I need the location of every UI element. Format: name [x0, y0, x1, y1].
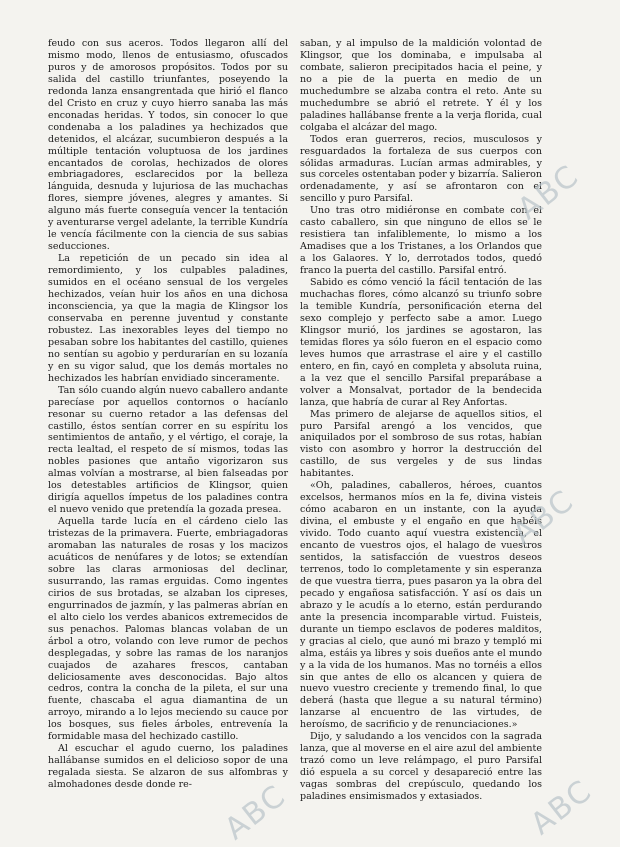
- left-text-column: [48, 38, 288, 791]
- paragraph: Todos eran guerreros, recios, musculosos y resguardados la fortaleza de sus cuerpos con sólidas armaduras. Lucían armas admirables, y sus corceles ostentaban poder y bizarría. Salieron ordenadamente, y así se afrontaron con el sencillo y puro Parsifal.: [300, 133, 542, 205]
- abc-watermark: ABC: [506, 482, 582, 553]
- abc-watermark: ABC: [524, 772, 600, 843]
- paragraph: Mas primero de alejarse de aquellos sitios, el puro Parsifal arengó a los vencidos, que aniquilados por el sombroso de sus rotas, habían visto con asombro y horror la destrucción del castillo, de sus vergeles y de sus lindas habitantes.: [300, 408, 542, 480]
- abc-watermark: ABC: [511, 157, 587, 228]
- abc-watermark: ABC: [218, 777, 294, 847]
- right-text-column: [300, 38, 542, 803]
- paragraph: Dijo, y saludando a los vencidos con la sagrada lanza, que al moverse en el aire azul del ambiente trazó como un leve relámpago, el puro Parsifal dió espuela a su corcel y desapareció entre las vagas sombras del crepúsculo, quedando los paladines ensimismados y extasiados.: [300, 731, 542, 803]
- paragraph: «Oh, paladines, caballeros, héroes, cuantos excelsos, hermanos míos en la fe, divina visteis cómo acabaron en un instante, con la ayuda divina, el embuste y el engaño en que habéis vivido. Todo cuanto aquí vuestra existencia, el encanto de vuestros ojos, el halago de vuestros sentidos, la satisfacción de vuestros deseos terrenos, todo lo completamente y sin esperanza de que vuestra tierra, pues pasaron ya la obra del pecado y engañosa satisfacción. Y así os dais un abrazo y le acudís a lo eterno, están perdurando ante la presencia incomparable virtud. Fuisteis, durante un tiempo esclavos de poderes malditos, y gracias al cielo, que aunó mi brazo y templó mi alma, estáis ya libres y sois dueños ante el mundo y a la vida de los humanos. Mas no tornéis a ellos sin que antes de ello os alcancen y quiera de nuevo vuestro creciente y tremendo final, lo que deberá (hasta que llegue a su natural término) lanzarse al encuentro de las virtudes, de heroísmo, de sacrificio y de renunciaciones.»: [300, 480, 542, 731]
- paragraph: Uno tras otro midiéronse en combate con el casto caballero, sin que ninguno de ellos se le resistiera tan infaliblemente, lo mismo a los Amadises que a los Tristanes, a los Orlandos que a los Galaores. Y lo, derrotados todos, quedó franco la puerta del castillo. Parsifal entró.: [300, 205, 542, 277]
- paragraph: Aquella tarde lucía en el cárdeno cielo las tristezas de la primavera. Fuerte, embriagadoras aromaban las naturales de rosas y los macizos acuáticos de nenúfares y de lotos; se extendían sobre las claras armoniosas del declinar, susurrando, las ramas erguidas. Como ingentes cirios de sus brotadas, se alzaban los cipreses, engurrinados de jazmín, y las palmeras abrían en el alto cielo los verdes abanicos extremecidos de sus penachos. Palomas blancas volaban de un árbol a otro, volando con leve rumor de pechos desplegadas, y sobre las ramas de los naranjos cuajados de azahares frescos, cantaban deliciosamente aves desconocidas. Bajo altos cedros, contra la concha de la pileta, el sur una fuente, chascaba el agua diamantina de un arroyo, mirando a lo lejos meciendo su cauce por los bosques, sus fieles árboles, entrevenía la formidable masa del hechizado castillo.: [48, 516, 288, 743]
- paragraph: feudo con sus aceros. Todos llegaron allí del mismo modo, llenos de entusiasmo, ofuscados puros y de amorosos propósitos. Todos por su salida del castillo triunfantes, poseyendo la redonda lanza ensangrentada que hirió el flanco del Cristo en cruz y cuyo hierro sanaba las más enconadas heridas. Y todos, sin conocer lo que condenaba a los paladines ya hechizados que detenidos, el alcázar, sucumbieron después a la múltiple tentación voluptuosa de los jardines encantados de corolas, hechizados de olores embriagadores, esclarecidos por la belleza lánguida, desnuda y lujuriosa de las muchachas flores, siempre jóvenes, alegres y amantes. Si alguno más fuerte conseguía vencer la tentación y aventurarse vergel adelante, la terrible Kundría le vencía fácilmente con la ciencia de sus sabias seducciones.: [48, 38, 288, 253]
- paragraph: saban, y al impulso de la maldición volontad de Klingsor, que los dominaba, e impulsaba al combate, salieron precipitados hacia el peine, y no a pie de la puerta en medio de un muchedumbre se alzaba contra el reto. Ante su muchedumbre se abrió el retrete. Y él y los paladines hallábanse frente a la verja florida, cual colgaba el alcázar del mago.: [300, 38, 542, 133]
- paragraph: La repetición de un pecado sin idea al remordimiento, y los culpables paladines, sumidos en el océano sensual de los vergeles hechizados, veían huir los años en una dichosa inconsciencia, ya que la magia de Klingsor los conservaba en perenne juventud y constante robustez. Las inexorables leyes del tiempo no pesaban sobre los habitantes del castillo, quienes no sentían su agobio y perdurarían en su lozanía y en su vigor salud, que los demás mortales no hechizados les habrían envidiado sinceramente.: [48, 253, 288, 384]
- paragraph: Al escuchar el agudo cuerno, los paladines hallábanse sumidos en el delicioso sopor de una regalada siesta. Se alzaron de sus alfombras y almohadones desde donde re-: [48, 743, 288, 791]
- paragraph: Tan sólo cuando algún nuevo caballero andante parecíase por aquellos contornos o hacíanlo resonar su cuerno retador a las defensas del castillo, éstos sentían correr en su espíritu los sentimientos de antaño, y el vértigo, el coraje, la recta lealtad, el respeto de sí mismos, todas las nobles pasiones que antaño vigorizaron sus almas volvían a mostrarse, al bien falseadas por los detestables artificios de Klingsor, quien dirigía aquellos ímpetus de los paladines contra el nuevo venido que pretendía la gozada presea.: [48, 384, 288, 516]
- paragraph: Sabido es cómo venció la fácil tentación de las muchachas flores, cómo alcanzó su triunfo sobre la temible Kundría, personificación eterna del sexo complejo y perfecto sabe a amor. Luego Klingsor murió, los jardines se agostaron, las temidas flores ya sólo fueron en el espacio como leves humos que arrastrase el aire y el castillo entero, en fin, cayó en completa y absoluta ruina, a la vez que el sencillo Parsifal preparábase a volver a Monsalvat, portador de la bendecida lanza, que habría de curar al Rey Anfortas.: [300, 277, 542, 408]
